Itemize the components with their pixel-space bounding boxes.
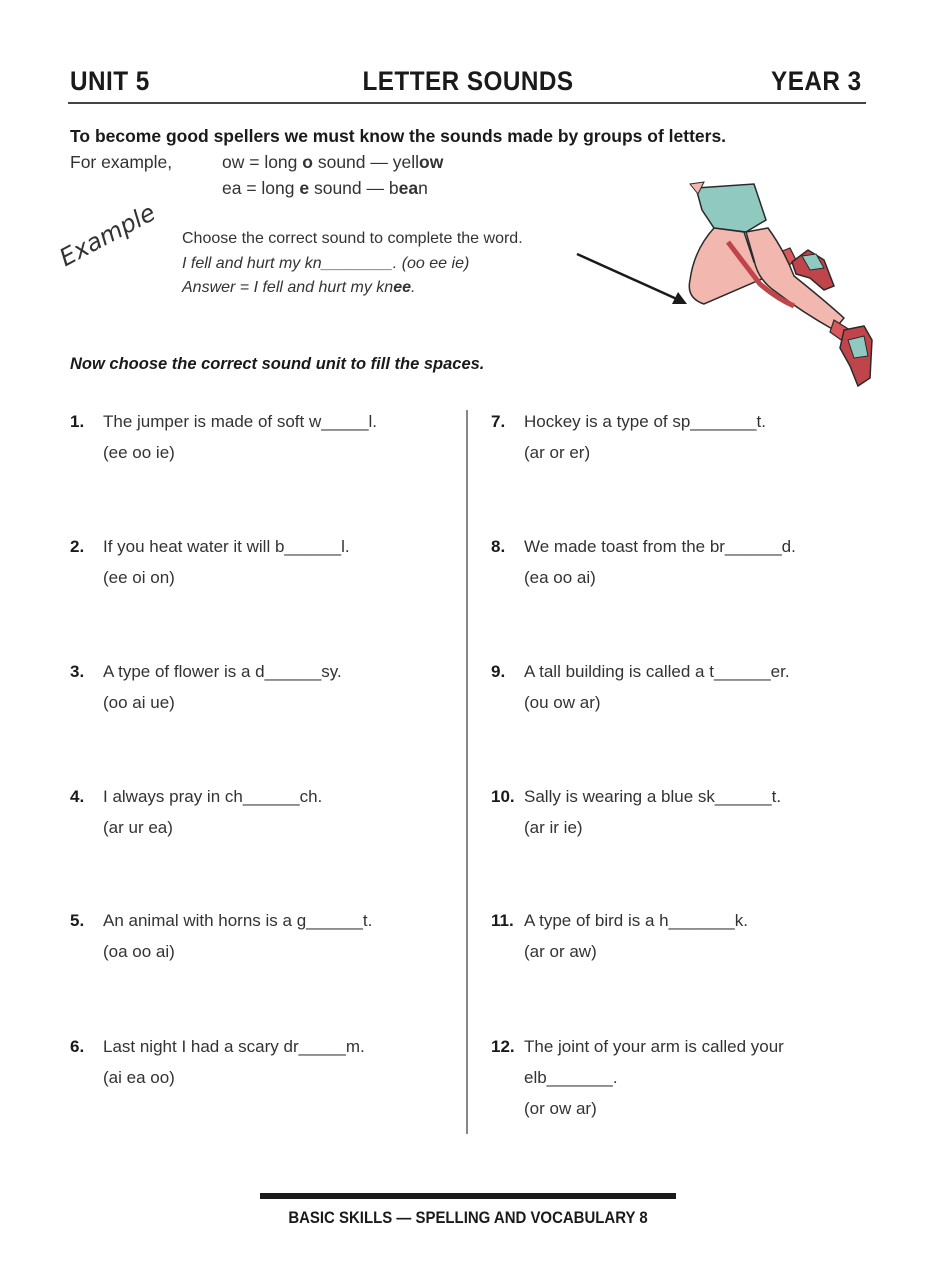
header-rule [68,102,866,104]
column-divider [466,410,468,1134]
question-text: I always pray in ch______ch. [103,787,323,806]
question-number: 9. [491,662,506,681]
question-options: (ar ir ie) [524,818,583,837]
question-options: (or ow ar) [524,1099,597,1118]
question-text: The joint of your arm is called your [524,1037,784,1056]
question-text: Sally is wearing a blue sk______t. [524,787,782,806]
unit-label: UNIT 5 [70,66,150,96]
question-text: If you heat water it will b______l. [103,537,350,556]
question-number: 10. [491,787,515,806]
question-number: 11. [491,911,514,930]
runner-legs-illustration [684,180,879,395]
question-options: (oa oo ai) [103,942,175,961]
question-text: A tall building is called a t______er. [524,662,790,681]
question-text: A type of flower is a d______sy. [103,662,342,681]
example-stamp: Example [54,198,160,272]
question-text: Hockey is a type of sp_______t. [524,412,766,431]
question-options: (ar or er) [524,443,591,462]
question-number: 1. [70,412,85,431]
question-options: (ai ea oo) [103,1068,175,1087]
question-options: (ee oo ie) [103,443,175,462]
example-label: For example, [70,152,173,172]
question-options: (ee oi on) [103,568,175,587]
sound-rule-ow: ow = long o sound — yellow [222,152,444,172]
page-footer: BASIC SKILLS — SPELLING AND VOCABULARY 8 [288,1208,648,1227]
sound-rule-ea: ea = long e sound — bean [222,178,428,198]
question-options: (ar or aw) [524,942,597,961]
year-label: YEAR 3 [771,66,862,96]
example-sentence: I fell and hurt my kn________. (oo ee ie) [182,255,470,272]
question-number: 7. [491,412,506,431]
question-text-continued: elb_______. [524,1068,618,1087]
arrow-icon [575,250,690,310]
example-instruction: Choose the correct sound to complete the word. [182,230,523,247]
question-number: 8. [491,537,506,556]
question-options: (ea oo ai) [524,568,596,587]
footer-bar [260,1193,676,1199]
question-text: We made toast from the br______d. [524,537,796,556]
section-instruction: Now choose the correct sound unit to fill the spaces. [70,355,485,373]
question-number: 2. [70,537,85,556]
question-number: 3. [70,662,85,681]
intro-lead: To become good spellers we must know the sounds made by groups of letters. [70,126,727,146]
question-options: (oo ai ue) [103,693,175,712]
question-text: The jumper is made of soft w_____l. [103,412,378,431]
question-text: An animal with horns is a g______t. [103,911,373,930]
example-answer: Answer = I fell and hurt my knee. [182,279,416,296]
question-number: 4. [70,787,85,806]
page-title: LETTER SOUNDS [362,66,574,96]
question-number: 5. [70,911,85,930]
question-options: (ar ur ea) [103,818,173,837]
question-text: A type of bird is a h_______k. [524,911,748,930]
question-number: 12. [491,1037,515,1056]
question-text: Last night I had a scary dr_____m. [103,1037,365,1056]
question-number: 6. [70,1037,85,1056]
question-options: (ou ow ar) [524,693,601,712]
